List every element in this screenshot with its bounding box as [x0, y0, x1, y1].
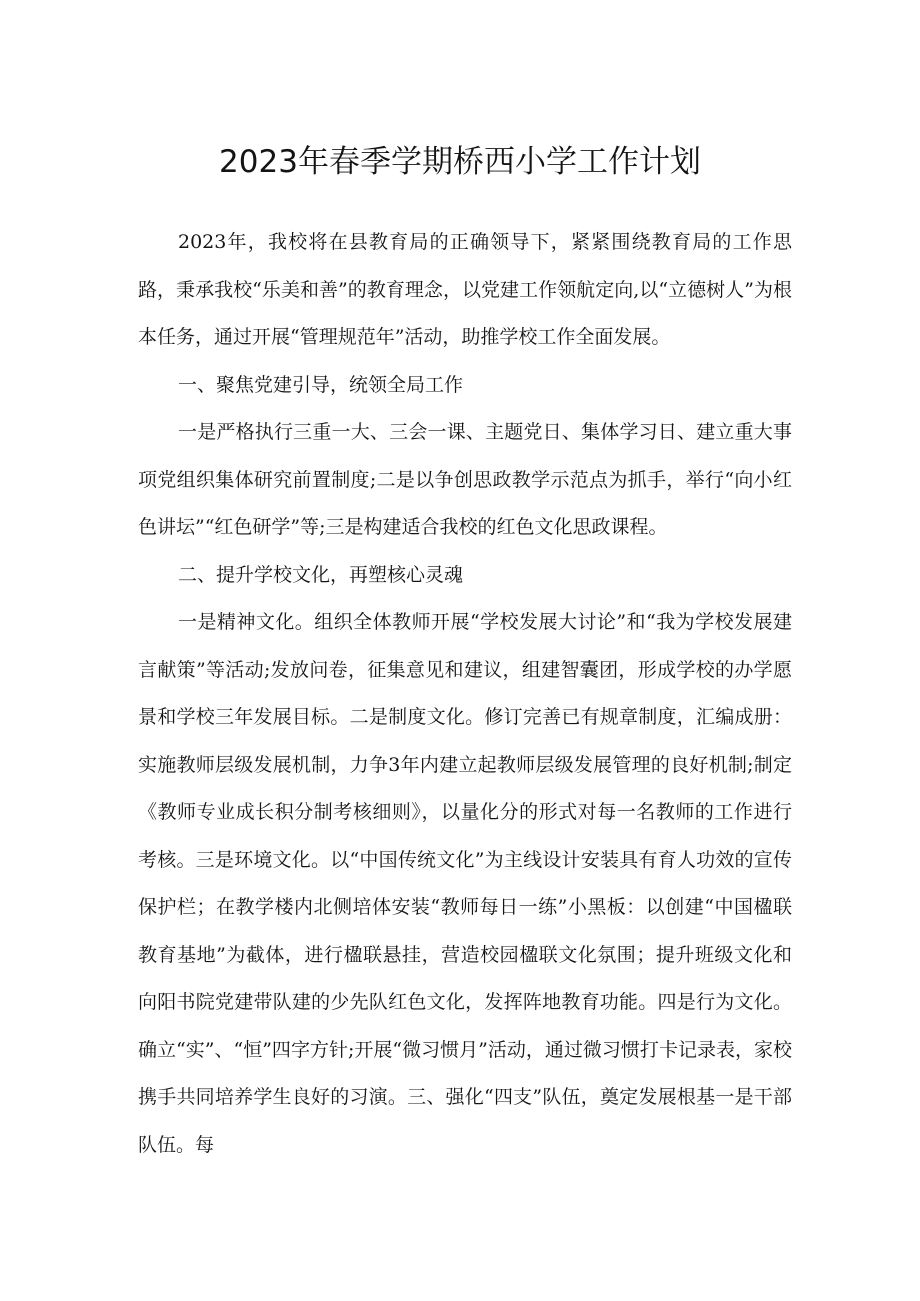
document-title: 2023年春季学期桥西小学工作计划: [219, 144, 701, 180]
section-heading-2: 二、提升学校文化，再塑核心灵魂: [178, 563, 464, 586]
section-heading-1: 一、聚焦党建引导，统领全局工作: [178, 373, 464, 396]
document-body: [138, 219, 792, 1169]
section-2-paragraph: 一是精神文化。组织全体教师开展“学校发展大讨论”和“我为学校发展建言献策”等活动;发放问卷，征集意见和建议，组建智囊团，形成学校的办学愿景和学校三年发展目标。二是制度文化。修订完善已有规章制度，汇编成册：实施教师层级发展机制，力争3年内建立起教师层级发展管理的良好机制;制定《教师专业成长积分制考核细则》，以量化分的形式对每一名教师的工作进行考核。三是环境文化。以“中国传统文化”为主线设计安装具有育人功效的宣传保护栏；在教学楼内北侧培体安装“教师每日一练”小黑板：以创建“中国楹联教育基地”为截体，进行楹联悬挂，营造校园楹联文化氛围；提升班级文化和向阳书院党建带队建的少先队红色文化，发挥阵地教育功能。四是行为文化。确立“实”、“恒”四字方针;开展“微习惯月”活动，通过微习惯打卡记录表，家校携手共同培养学生良好的习演。三、强化“四支”队伍，奠定发展根基一是干部队伍。每: [138, 611, 792, 1156]
intro-paragraph: 2023年，我校将在县教育局的正确领导下，紧紧围绕教育局的工作思路，秉承我校“乐美和善”的教育理念，以党建工作领航定向,以“立德树人”为根本任务，通过开展“管理规范年”活动，助推学校工作全面发展。: [138, 231, 792, 348]
section-1-paragraph: 一是严格执行三重一大、三会一课、主题党日、集体学习日、建立重大事项党组织集体研究前置制度;二是以争创思政教学示范点为抓手，举行“向小红色讲坛”“红色研学”等;三是构建适合我校的红色文化思政课程。: [138, 421, 792, 538]
